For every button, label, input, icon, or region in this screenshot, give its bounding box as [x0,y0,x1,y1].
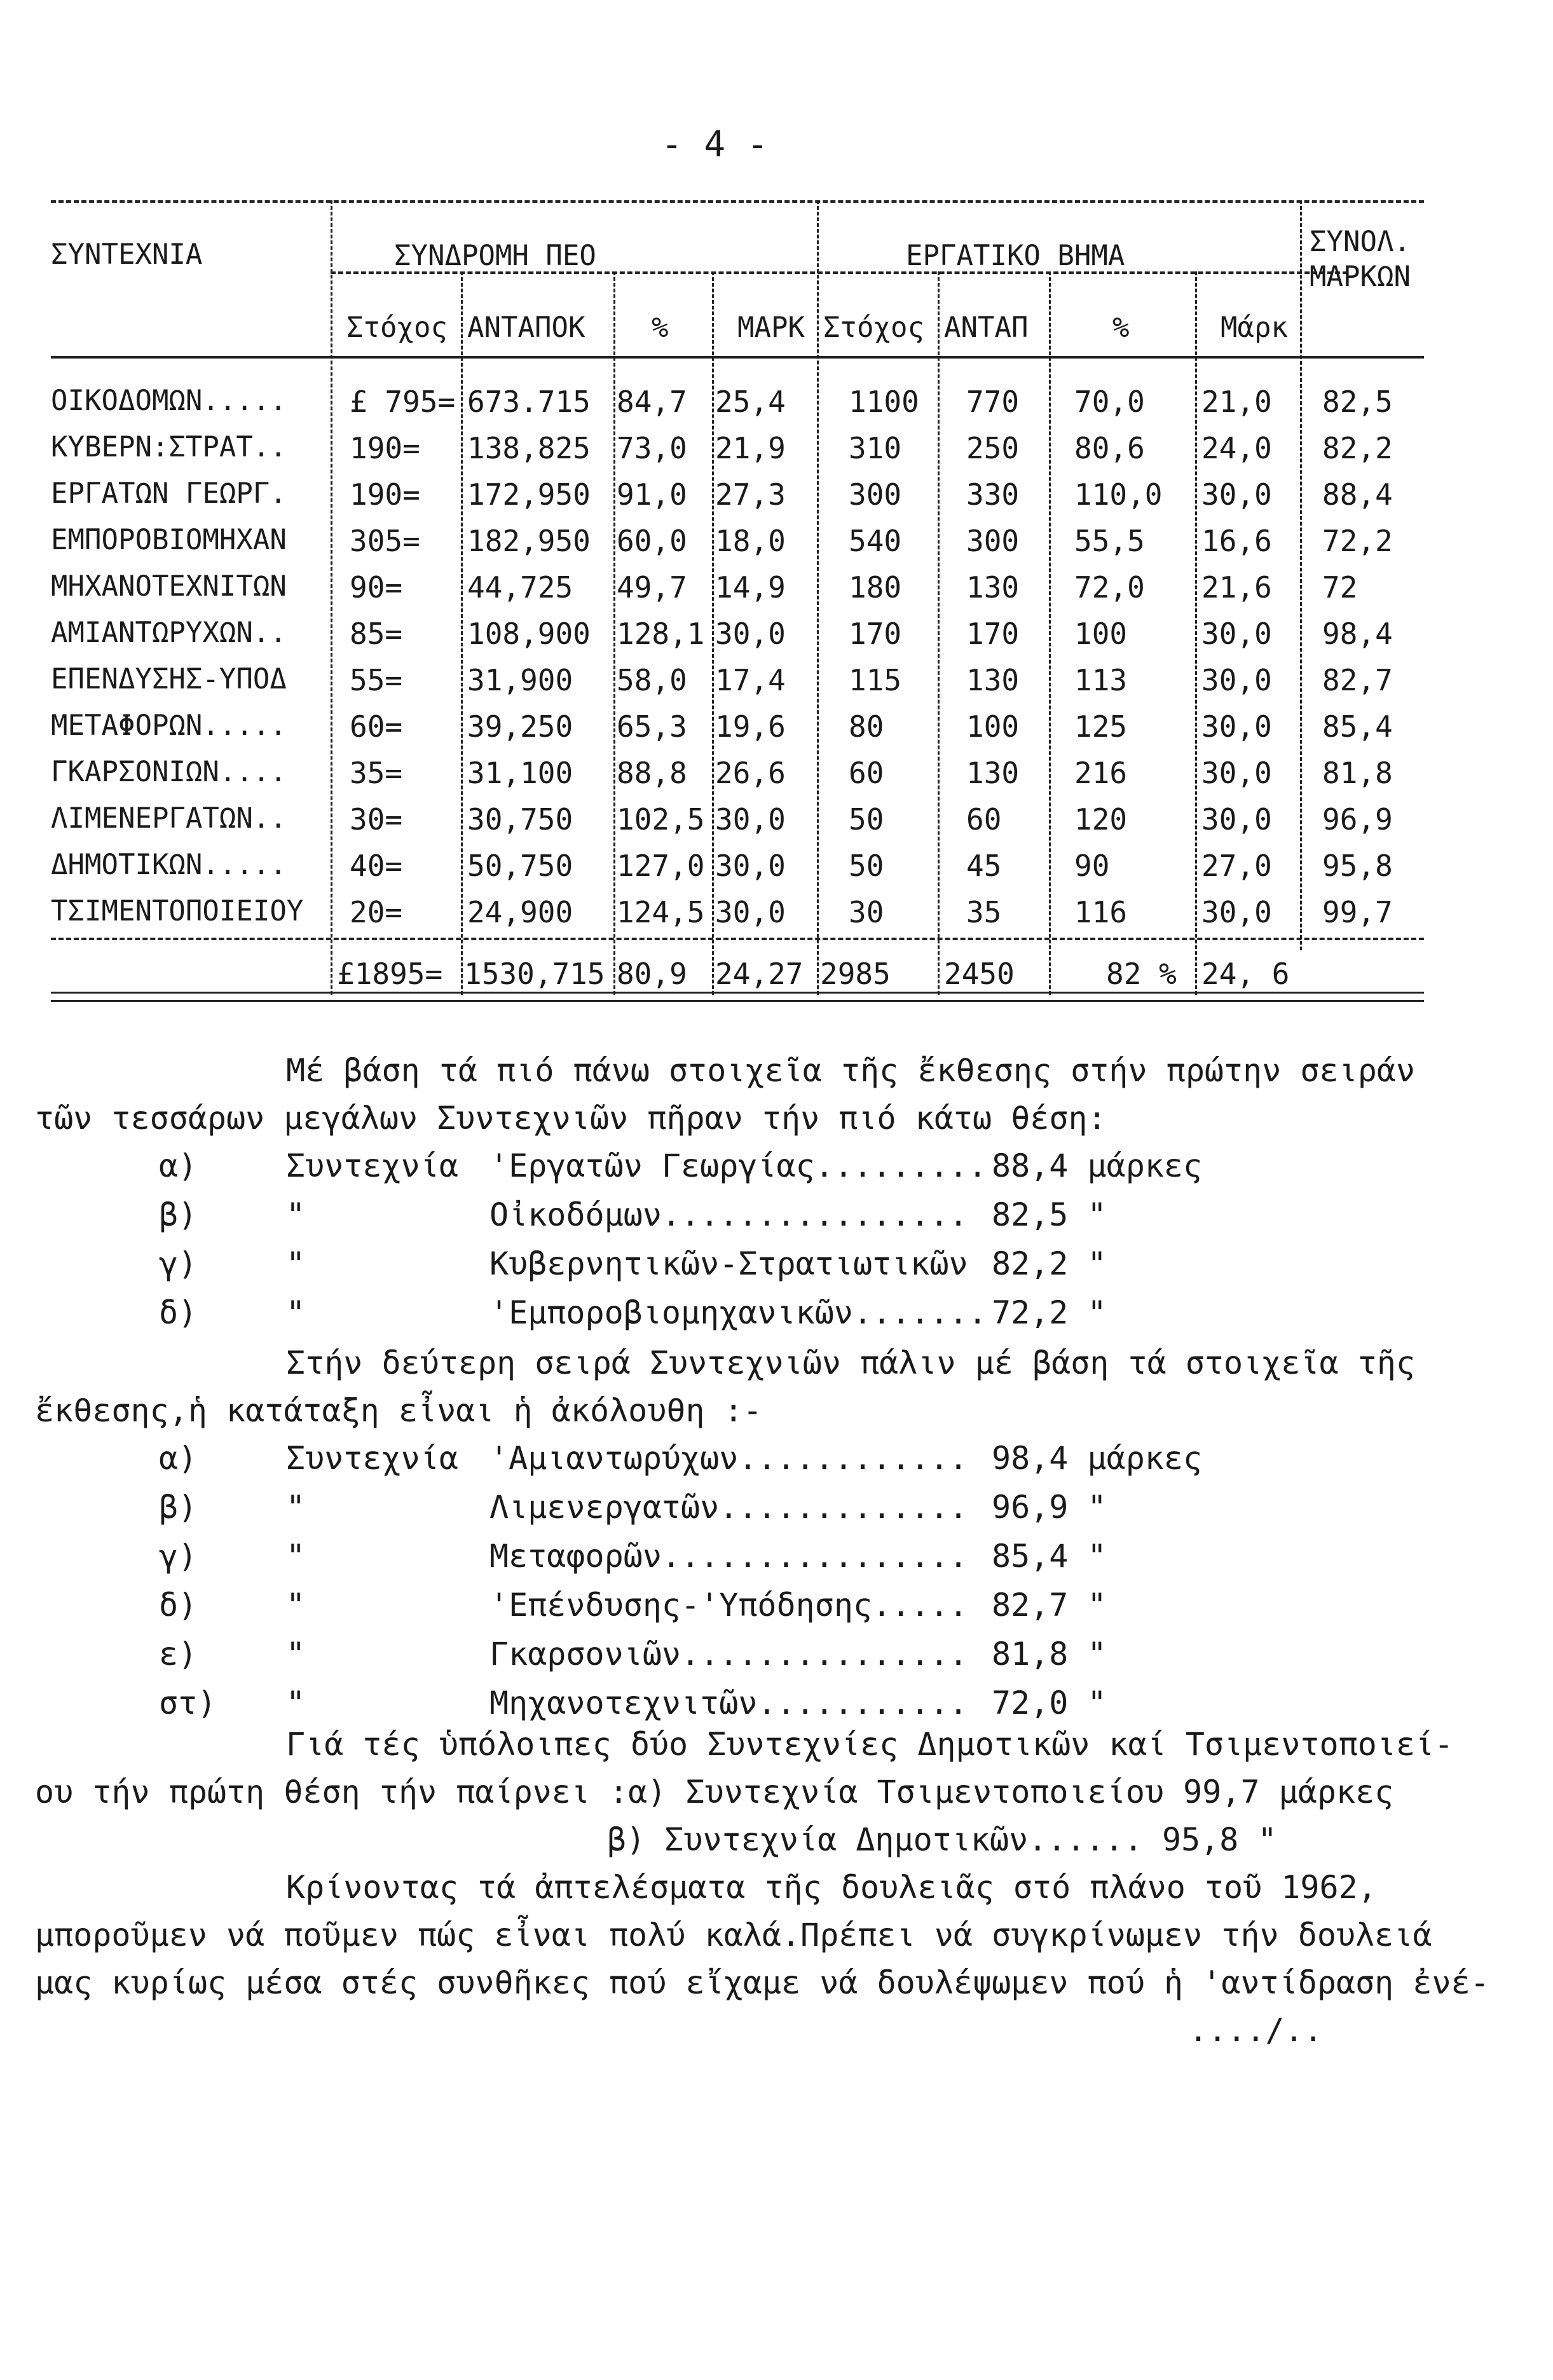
cell-r2: 35 [966,895,1002,929]
cell-t2: 60 [849,756,884,790]
header-antapok: ΑΝΤΑΠΟΚ [467,311,585,344]
cell-p2: 80,6 [1074,431,1145,465]
header-markes: Μάρκ [1221,311,1288,344]
cell-resp: 44,725 [467,570,573,605]
cell-target: 85= [350,617,403,651]
cell-r2: 300 [966,524,1020,558]
cell-mark: 30,0 [715,849,786,883]
list-item-quote: " [286,1196,306,1233]
total-target: £1895= [337,957,443,991]
cell-p2: 100 [1074,617,1128,651]
cell-p2: 72,0 [1074,570,1145,605]
cell-r2: 250 [966,431,1020,465]
col-rule [817,200,819,995]
cell-r2: 130 [966,663,1020,697]
para4-line2: μποροῦμεν νά ποῦμεν πώς εἶναι πολύ καλά.Πρέπει νά συγκρίνωμεν τήν δουλειά [35,1917,1432,1953]
table-top-rule [51,200,1424,203]
list-item-quote: " [286,1538,306,1575]
list-item-quote: " [286,1587,306,1624]
list-item-name: Μηχανοτεχνιτῶν........... [489,1685,968,1721]
cell-mark: 26,6 [715,756,786,790]
row-name: ΚΥΒΕΡΝ:ΣΤΡΑΤ.. [51,431,287,463]
cell-p2: 120 [1074,802,1128,837]
col-rule [712,271,714,995]
cell-t2: 170 [849,617,902,651]
cell-target: 60= [350,709,403,744]
list-item-quote: " [286,1294,306,1331]
cell-total: 88,4 [1322,477,1393,512]
cell-resp: 24,900 [467,895,573,929]
list-item-value: 85,4 " [992,1538,1107,1575]
cell-resp: 31,900 [467,663,573,697]
cell-m2: 30,0 [1201,802,1272,837]
header-synol: ΣΥΝΟΛ. [1310,226,1411,258]
row-name: ΓΚΑΡΣΟΝΙΩΝ.... [51,756,287,788]
cell-m2: 30,0 [1201,756,1272,790]
cell-total: 99,7 [1322,895,1393,929]
continued-mark: ..../.. [1189,2012,1323,2049]
cell-r2: 170 [966,617,1020,651]
col-rule [938,271,940,995]
row-name: ΑΜΙΑΝΤΩΡΥΧΩΝ.. [51,617,287,649]
cell-pct: 128,1 [617,617,705,651]
cell-target: 90= [350,570,403,605]
cell-pct: 124,5 [617,895,705,929]
cell-mark: 27,3 [715,477,786,512]
cell-t2: 180 [849,570,902,605]
cell-target: 40= [350,849,403,883]
cell-t2: 30 [849,895,884,929]
cell-pct: 127,0 [617,849,705,883]
list-item-quote: Συντεχνία [286,1147,458,1184]
list-item-label: γ) [159,1538,198,1575]
cell-mark: 17,4 [715,663,786,697]
total-r2: 2450 [944,957,1015,991]
list-item-name: Λιμενεργατῶν............. [489,1489,968,1526]
list-item-quote: Συντεχνία [286,1440,458,1477]
row-name: ΟΙΚΟΔΟΜΩΝ..... [51,385,287,417]
cell-target: 35= [350,756,403,790]
total-m2: 24, 6 [1201,957,1290,991]
list-item-label: β) [159,1489,198,1526]
cell-resp: 182,950 [467,524,591,558]
cell-total: 72 [1322,570,1358,605]
list-item-name: 'Εργατῶν Γεωργίας......... [489,1147,987,1184]
total-pct: 80,9 [617,957,687,991]
cell-total: 82,2 [1322,431,1393,465]
cell-target: 305= [350,524,420,558]
col-rule [1195,271,1197,995]
cell-resp: 138,825 [467,431,591,465]
header-pct-2: % [1112,311,1130,344]
header-ergatiko: ΕΡΓΑΤΙΚΟ ΒΗΜΑ [906,240,1125,272]
cell-pct: 73,0 [617,431,687,465]
para4-line1: Κρίνοντας τά ἀπτελέσματα τῆς δουλειᾶς στό πλάνο τοῦ 1962, [286,1869,1377,1906]
list-item-value: 82,5 " [992,1196,1107,1233]
cell-total: 82,7 [1322,663,1393,697]
cell-m2: 30,0 [1201,709,1272,744]
list-item-name: 'Αμιαντωρύχων............ [489,1440,968,1477]
cell-p2: 113 [1074,663,1128,697]
list-item-name: Κυβερνητικῶν-Στρατιωτικῶν [489,1245,968,1282]
cell-r2: 770 [966,385,1020,419]
cell-t2: 540 [849,524,902,558]
cell-t2: 50 [849,849,884,883]
cell-mark: 30,0 [715,617,786,651]
para2-line2: ἔκθεσης,ἡ κατάταξη εἶναι ἡ ἀκόλουθη :- [35,1392,762,1429]
list-item-value: 96,9 " [992,1489,1107,1526]
cell-resp: 108,900 [467,617,591,651]
header-bottom-rule [51,356,1424,359]
cell-pct: 49,7 [617,570,687,605]
cell-target: 190= [350,431,420,465]
cell-mark: 30,0 [715,802,786,837]
list-item-value: 82,2 " [992,1245,1107,1282]
para1-line2: τῶν τεσσάρων μεγάλων Συντεχνιῶν πῆραν τήν πιό κάτω θέση: [35,1100,1107,1137]
statistics-table [51,200,1424,1001]
list-item-label: α) [159,1147,198,1184]
row-name: ΛΙΜΕΝΕΡΓΑΤΩΝ.. [51,802,287,835]
list-item-label: α) [159,1440,198,1477]
list-item-quote: " [286,1636,306,1672]
cell-total: 98,4 [1322,617,1393,651]
cell-p2: 116 [1074,895,1128,929]
cell-r2: 100 [966,709,1020,744]
cell-resp: 31,100 [467,756,573,790]
col-rule [1300,200,1302,950]
cell-t2: 1100 [849,385,919,419]
cell-total: 81,8 [1322,756,1393,790]
row-name: ΔΗΜΟΤΙΚΩΝ..... [51,849,287,881]
cell-pct: 88,8 [617,756,687,790]
header-pct: % [652,311,669,344]
col-rule [1049,271,1051,995]
cell-m2: 30,0 [1201,477,1272,512]
total-resp: 1530,715 [464,957,605,991]
list-item-name: Γκαρσονιῶν............... [489,1636,968,1672]
row-name: ΤΣΙΜΕΝΤΟΠΟΙΕΙΟΥ [51,895,304,927]
col-rule [331,200,332,995]
list-item-label: ε) [159,1636,198,1672]
list-item-name: 'Εμποροβιομηχανικῶν....... [489,1294,987,1331]
cell-pct: 102,5 [617,802,705,837]
para1-line1: Μέ βάση τά πιό πάνω στοιχεῖα τῆς ἔκθεσης στήν πρώτην σειράν [286,1052,1416,1089]
cell-pct: 91,0 [617,477,687,512]
cell-r2: 330 [966,477,1020,512]
list-item-value: 72,0 " [992,1685,1107,1721]
cell-mark: 14,9 [715,570,786,605]
list-item-label: δ) [159,1294,198,1331]
para3-line2: ου τήν πρώτη θέση τήν παίρνει :α) Συντεχνία Τσιμεντοποιείου 99,7 μάρκες [35,1774,1394,1810]
header-syntexnia: ΣΥΝΤΕΧΝΙΑ [51,238,203,271]
total-p2: 82 % [1106,957,1177,991]
para3-line3: β) Συντεχνία Δημοτικῶν...... 95,8 " [607,1821,1277,1858]
cell-target: £ 795= [350,385,456,419]
cell-m2: 30,0 [1201,663,1272,697]
cell-p2: 216 [1074,756,1128,790]
cell-t2: 50 [849,802,884,837]
header-syndromi: ΣΥΝΔΡΟΜΗ ΠΕΟ [394,240,596,272]
list-item-label: β) [159,1196,198,1233]
cell-m2: 16,6 [1201,524,1272,558]
total-t2: 2985 [820,957,891,991]
list-item-label: γ) [159,1245,198,1282]
cell-p2: 90 [1074,849,1110,883]
cell-m2: 21,6 [1201,570,1272,605]
cell-mark: 25,4 [715,385,786,419]
header-stoxos-2: Στόχος [823,311,924,344]
list-item-quote: " [286,1685,306,1721]
list-item-name: 'Επένδυσης-'Υπόδησης..... [489,1587,968,1624]
para4-line3: μας κυρίως μέσα στές συνθῆκες πού εἴχαμε νά δουλέψωμεν πού ἡ 'αντίδραση ἐνέ- [35,1964,1489,2001]
list-item-name: Μεταφορῶν................ [489,1538,968,1575]
cell-pct: 58,0 [617,663,687,697]
cell-r2: 60 [966,802,1002,837]
cell-m2: 30,0 [1201,895,1272,929]
cell-total: 72,2 [1322,524,1393,558]
cell-p2: 55,5 [1074,524,1145,558]
cell-p2: 110,0 [1074,477,1163,512]
cell-t2: 115 [849,663,902,697]
header-mark: ΜΑΡΚ [737,311,805,344]
cell-r2: 130 [966,756,1020,790]
cell-target: 20= [350,895,403,929]
cell-mark: 18,0 [715,524,786,558]
list-item-value: 72,2 " [992,1294,1107,1331]
cell-total: 95,8 [1322,849,1393,883]
cell-t2: 310 [849,431,902,465]
page-number: - 4 - [661,124,769,165]
col-rule [613,271,615,995]
cell-mark: 19,6 [715,709,786,744]
list-item-quote: " [286,1489,306,1526]
list-item-value: 98,4 μάρκες [992,1440,1203,1477]
cell-r2: 45 [966,849,1002,883]
list-item-name: Οἰκοδόμων................ [489,1196,968,1233]
cell-pct: 60,0 [617,524,687,558]
row-name: ΕΜΠΟΡΟΒΙΟΜΗΧΑΝ [51,524,287,556]
list-item-quote: " [286,1245,306,1282]
para2-line1: Στήν δεύτερη σειρά Συντεχνιῶν πάλιν μέ βάση τά στοιχεῖα τῆς [286,1344,1416,1381]
cell-target: 190= [350,477,420,512]
cell-total: 85,4 [1322,709,1393,744]
row-name: ΜΗΧΑΝΟΤΕΧΝΙΤΩΝ [51,570,287,603]
cell-m2: 21,0 [1201,385,1272,419]
para3-line1: Γιά τές ὑπόλοιπες δύο Συντεχνίες Δημοτικῶν καί Τσιμεντοποιεί- [286,1726,1454,1763]
cell-total: 82,5 [1322,385,1393,419]
header-stoxos: Στόχος [346,311,448,344]
cell-resp: 172,950 [467,477,591,512]
cell-p2: 125 [1074,709,1128,744]
cell-p2: 70,0 [1074,385,1145,419]
col-rule [461,271,463,995]
row-name: ΕΡΓΑΤΩΝ ΓΕΩΡΓ. [51,477,287,510]
cell-r2: 130 [966,570,1020,605]
cell-mark: 21,9 [715,431,786,465]
cell-mark: 30,0 [715,895,786,929]
cell-pct: 84,7 [617,385,687,419]
cell-target: 30= [350,802,403,837]
list-item-value: 81,8 " [992,1636,1107,1672]
cell-total: 96,9 [1322,802,1393,837]
total-mark: 24,27 [715,957,804,991]
cell-resp: 50,750 [467,849,573,883]
cell-pct: 65,3 [617,709,687,744]
list-item-value: 82,7 " [992,1587,1107,1624]
cell-t2: 300 [849,477,902,512]
cell-t2: 80 [849,709,884,744]
cell-resp: 673.715 [467,385,591,419]
list-item-label: δ) [159,1587,198,1624]
row-name: ΕΠΕΝΔΥΣΗΣ-ΥΠΟΔ [51,663,287,695]
cell-m2: 30,0 [1201,617,1272,651]
cell-resp: 39,250 [467,709,573,744]
list-item-label: στ) [159,1685,217,1721]
cell-target: 55= [350,663,403,697]
cell-m2: 24,0 [1201,431,1272,465]
row-name: ΜΕΤΑΦΟΡΩΝ..... [51,709,287,742]
list-item-value: 88,4 μάρκες [992,1147,1203,1184]
header-antap-2: ΑΝΤΑΠ [944,311,1029,344]
double-rule [51,992,1424,1002]
cell-resp: 30,750 [467,802,573,837]
cell-m2: 27,0 [1201,849,1272,883]
header-synol-2: ΜΑΡΚΩΝ [1310,261,1411,293]
totals-rule [51,938,1424,940]
